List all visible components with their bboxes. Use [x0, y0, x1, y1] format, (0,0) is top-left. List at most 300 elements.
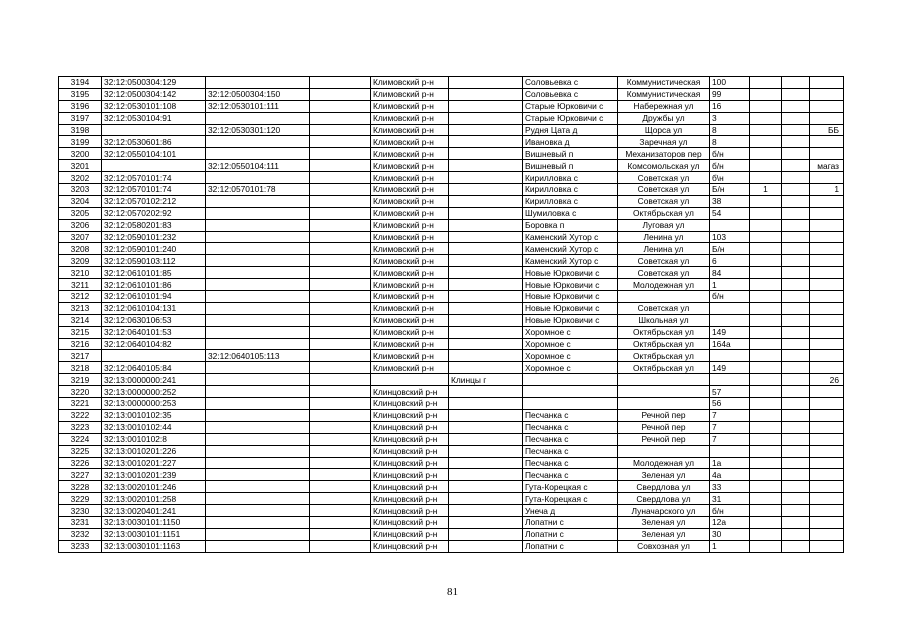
cell-note: [810, 231, 844, 243]
cell-settlement: Соловьевка с: [523, 77, 618, 89]
cell-blank-col: [310, 493, 371, 505]
cell-house-number: б/н: [710, 160, 750, 172]
cell-city: [449, 433, 523, 445]
cell-street: Луначарского ул: [618, 505, 710, 517]
cell-cadastral-number: 32:13:0010201:226: [102, 445, 206, 457]
cell-row-number: 3194: [59, 77, 102, 89]
table-row: [59, 207, 844, 219]
cell-row-number: 3206: [59, 219, 102, 231]
cell-city: [449, 457, 523, 469]
table-row: [59, 100, 844, 112]
cell-blank-col: [310, 338, 371, 350]
cell-district: Климовский р-н: [371, 243, 449, 255]
cell-extra-col-2: [782, 516, 810, 528]
cell-parent-cadastral-number: [206, 386, 310, 398]
cell-note: [810, 445, 844, 457]
cell-cadastral-number: [102, 160, 206, 172]
table-row: [59, 457, 844, 469]
cell-parent-cadastral-number: [206, 172, 310, 184]
cell-district: [371, 374, 449, 386]
cell-cadastral-number: 32:12:0570101:74: [102, 172, 206, 184]
cell-extra-col-1: [750, 445, 782, 457]
cell-parent-cadastral-number: [206, 255, 310, 267]
cell-blank-col: [310, 219, 371, 231]
cell-settlement: Рудня Цата д: [523, 124, 618, 136]
cell-cadastral-number: 32:12:0500304:142: [102, 88, 206, 100]
cell-city: [449, 338, 523, 350]
cell-row-number: 3196: [59, 100, 102, 112]
cell-settlement: Гута-Корецкая с: [523, 493, 618, 505]
table-row: [59, 362, 844, 374]
cell-parent-cadastral-number: 32:12:0530301:120: [206, 124, 310, 136]
cell-extra-col-1: [750, 136, 782, 148]
cell-city: [449, 481, 523, 493]
table-row: [59, 516, 844, 528]
cell-parent-cadastral-number: 32:12:0500304:150: [206, 88, 310, 100]
cell-parent-cadastral-number: 32:12:0640105:113: [206, 350, 310, 362]
cell-district: Климовский р-н: [371, 279, 449, 291]
cell-settlement: Кирилловка с: [523, 172, 618, 184]
cell-parent-cadastral-number: [206, 314, 310, 326]
cell-district: Климовский р-н: [371, 207, 449, 219]
cell-district: Климовский р-н: [371, 338, 449, 350]
cell-extra-col-2: [782, 148, 810, 160]
cell-house-number: 103: [710, 231, 750, 243]
cell-blank-col: [310, 160, 371, 172]
cell-extra-col-2: [782, 528, 810, 540]
cell-row-number: 3228: [59, 481, 102, 493]
cell-district: Климовский р-н: [371, 100, 449, 112]
cell-note: [810, 386, 844, 398]
cell-row-number: 3216: [59, 338, 102, 350]
cell-street: [618, 291, 710, 303]
cell-settlement: Лопатни с: [523, 540, 618, 552]
cell-house-number: 149: [710, 326, 750, 338]
cell-city: [449, 148, 523, 160]
cell-note: [810, 433, 844, 445]
cell-city: [449, 528, 523, 540]
cell-cadastral-number: 32:13:0000000:252: [102, 386, 206, 398]
table-row: [59, 148, 844, 160]
cell-note: [810, 255, 844, 267]
cell-settlement: Песчанка с: [523, 445, 618, 457]
cell-note: [810, 398, 844, 410]
cell-extra-col-1: [750, 481, 782, 493]
cell-extra-col-2: [782, 100, 810, 112]
cell-parent-cadastral-number: [206, 433, 310, 445]
cell-city: [449, 88, 523, 100]
cell-note: [810, 528, 844, 540]
cell-row-number: 3227: [59, 469, 102, 481]
cell-city: [449, 160, 523, 172]
cell-city: [449, 136, 523, 148]
cell-house-number: 164а: [710, 338, 750, 350]
table-row: [59, 255, 844, 267]
cell-house-number: 4а: [710, 469, 750, 481]
cell-parent-cadastral-number: [206, 219, 310, 231]
cell-extra-col-1: [750, 409, 782, 421]
cell-row-number: 3218: [59, 362, 102, 374]
table-row: [59, 398, 844, 410]
cell-extra-col-1: [750, 219, 782, 231]
cell-extra-col-1: [750, 421, 782, 433]
cell-row-number: 3204: [59, 195, 102, 207]
cell-blank-col: [310, 314, 371, 326]
cell-blank-col: [310, 409, 371, 421]
cell-extra-col-1: [750, 207, 782, 219]
cell-extra-col-1: [750, 88, 782, 100]
cell-row-number: 3209: [59, 255, 102, 267]
cell-settlement: [523, 374, 618, 386]
cell-extra-col-2: [782, 314, 810, 326]
cell-extra-col-1: [750, 493, 782, 505]
cell-blank-col: [310, 433, 371, 445]
cell-extra-col-2: [782, 172, 810, 184]
cell-district: Климовский р-н: [371, 267, 449, 279]
cell-extra-col-1: [750, 516, 782, 528]
cell-district: Клинцовский р-н: [371, 457, 449, 469]
cell-parent-cadastral-number: 32:12:0570101:78: [206, 184, 310, 196]
cell-row-number: 3217: [59, 350, 102, 362]
cell-cadastral-number: 32:12:0590103:112: [102, 255, 206, 267]
cell-street: Дружбы ул: [618, 112, 710, 124]
cell-city: [449, 421, 523, 433]
cell-house-number: 30: [710, 528, 750, 540]
cell-settlement: Хоромное с: [523, 326, 618, 338]
table-row: [59, 136, 844, 148]
cell-cadastral-number: 32:13:0030101:1151: [102, 528, 206, 540]
cell-row-number: 3203: [59, 184, 102, 196]
cell-row-number: 3208: [59, 243, 102, 255]
cell-street: Луговая ул: [618, 219, 710, 231]
cell-row-number: 3215: [59, 326, 102, 338]
cell-extra-col-1: 1: [750, 184, 782, 196]
cell-city: [449, 398, 523, 410]
cell-settlement: [523, 398, 618, 410]
cell-extra-col-1: [750, 362, 782, 374]
cell-cadastral-number: 32:12:0570101:74: [102, 184, 206, 196]
cell-cadastral-number: 32:13:0010102:35: [102, 409, 206, 421]
cell-street: [618, 386, 710, 398]
cell-parent-cadastral-number: [206, 516, 310, 528]
cell-extra-col-2: [782, 302, 810, 314]
cell-extra-col-2: [782, 279, 810, 291]
cell-cadastral-number: 32:12:0530601:86: [102, 136, 206, 148]
table-row: [59, 350, 844, 362]
cell-blank-col: [310, 374, 371, 386]
cell-city: [449, 516, 523, 528]
cell-city: [449, 231, 523, 243]
cell-blank-col: [310, 398, 371, 410]
cell-extra-col-2: [782, 421, 810, 433]
cell-settlement: Песчанка с: [523, 469, 618, 481]
cell-extra-col-2: [782, 445, 810, 457]
cell-parent-cadastral-number: [206, 148, 310, 160]
cell-city: [449, 291, 523, 303]
cell-settlement: Песчанка с: [523, 409, 618, 421]
page-number: 81: [447, 586, 458, 598]
cell-district: Климовский р-н: [371, 160, 449, 172]
cell-row-number: 3212: [59, 291, 102, 303]
cell-district: Климовский р-н: [371, 291, 449, 303]
cell-city: [449, 267, 523, 279]
cell-blank-col: [310, 148, 371, 160]
cell-note: [810, 457, 844, 469]
table-row: [59, 421, 844, 433]
cell-street: Совхозная ул: [618, 540, 710, 552]
cell-cadastral-number: 32:12:0570102:212: [102, 195, 206, 207]
cell-district: Клинцовский р-н: [371, 528, 449, 540]
cell-house-number: 1: [710, 540, 750, 552]
cell-settlement: Новые Юрковичи с: [523, 302, 618, 314]
cell-settlement: [523, 386, 618, 398]
cell-parent-cadastral-number: [206, 374, 310, 386]
cell-city: [449, 540, 523, 552]
cell-city: [449, 207, 523, 219]
cell-blank-col: [310, 172, 371, 184]
cell-cadastral-number: 32:12:0530101:108: [102, 100, 206, 112]
cell-settlement: Вишневый п: [523, 148, 618, 160]
cell-extra-col-1: [750, 457, 782, 469]
cell-city: [449, 445, 523, 457]
cell-house-number: 54: [710, 207, 750, 219]
cell-extra-col-1: [750, 398, 782, 410]
cell-row-number: 3232: [59, 528, 102, 540]
cell-row-number: 3220: [59, 386, 102, 398]
cell-row-number: 3233: [59, 540, 102, 552]
cell-cadastral-number: 32:12:0550104:101: [102, 148, 206, 160]
table-row: [59, 77, 844, 89]
cell-district: Климовский р-н: [371, 231, 449, 243]
cell-settlement: Каменский Хутор с: [523, 243, 618, 255]
cell-note: [810, 469, 844, 481]
table-body: [59, 77, 844, 553]
cell-blank-col: [310, 184, 371, 196]
cell-house-number: 7: [710, 409, 750, 421]
cell-parent-cadastral-number: [206, 528, 310, 540]
cell-house-number: 149: [710, 362, 750, 374]
cell-blank-col: [310, 88, 371, 100]
cell-note: [810, 362, 844, 374]
cell-parent-cadastral-number: [206, 243, 310, 255]
cell-row-number: 3207: [59, 231, 102, 243]
cell-parent-cadastral-number: 32:12:0550104:111: [206, 160, 310, 172]
cell-extra-col-1: [750, 255, 782, 267]
cell-row-number: 3205: [59, 207, 102, 219]
cell-cadastral-number: 32:13:0020101:246: [102, 481, 206, 493]
cell-parent-cadastral-number: [206, 493, 310, 505]
cell-note: [810, 219, 844, 231]
cell-extra-col-2: [782, 184, 810, 196]
cell-cadastral-number: 32:12:0640105:84: [102, 362, 206, 374]
cell-street: Механизаторов пер: [618, 148, 710, 160]
cell-settlement: Лопатни с: [523, 516, 618, 528]
cell-note: [810, 302, 844, 314]
cell-settlement: Новые Юрковичи с: [523, 279, 618, 291]
cell-blank-col: [310, 481, 371, 493]
cell-extra-col-1: [750, 267, 782, 279]
cell-house-number: 16: [710, 100, 750, 112]
cell-blank-col: [310, 469, 371, 481]
cell-cadastral-number: 32:13:0010201:239: [102, 469, 206, 481]
cell-house-number: [710, 374, 750, 386]
cell-city: [449, 409, 523, 421]
cell-parent-cadastral-number: [206, 112, 310, 124]
cell-extra-col-2: [782, 433, 810, 445]
cell-city: [449, 243, 523, 255]
cell-cadastral-number: 32:12:0530104:91: [102, 112, 206, 124]
cell-extra-col-1: [750, 528, 782, 540]
cell-street: Свердлова ул: [618, 493, 710, 505]
cell-district: Климовский р-н: [371, 302, 449, 314]
cell-blank-col: [310, 279, 371, 291]
cell-note: [810, 516, 844, 528]
cell-row-number: 3223: [59, 421, 102, 433]
cell-cadastral-number: 32:13:0010201:227: [102, 457, 206, 469]
cell-extra-col-1: [750, 279, 782, 291]
cell-house-number: [710, 219, 750, 231]
cell-row-number: 3219: [59, 374, 102, 386]
cell-district: Климовский р-н: [371, 112, 449, 124]
cell-street: [618, 374, 710, 386]
cell-row-number: 3197: [59, 112, 102, 124]
cell-extra-col-1: [750, 112, 782, 124]
cell-cadastral-number: 32:12:0580201:83: [102, 219, 206, 231]
cell-city: [449, 350, 523, 362]
table-row: [59, 445, 844, 457]
cell-extra-col-2: [782, 386, 810, 398]
table-row: [59, 112, 844, 124]
cell-street: Речной пер: [618, 409, 710, 421]
cell-extra-col-2: [782, 112, 810, 124]
cell-note: [810, 493, 844, 505]
cell-row-number: 3214: [59, 314, 102, 326]
cell-settlement: Соловьевка с: [523, 88, 618, 100]
cell-extra-col-2: [782, 291, 810, 303]
cell-city: [449, 386, 523, 398]
cell-settlement: Хоромное с: [523, 350, 618, 362]
cell-street: Молодежная ул: [618, 279, 710, 291]
cell-extra-col-1: [750, 195, 782, 207]
table-row: [59, 124, 844, 136]
cell-house-number: б/н: [710, 505, 750, 517]
cell-extra-col-2: [782, 195, 810, 207]
cell-parent-cadastral-number: [206, 481, 310, 493]
cell-row-number: 3195: [59, 88, 102, 100]
cell-parent-cadastral-number: [206, 207, 310, 219]
cell-settlement: Вишневый п: [523, 160, 618, 172]
cell-cadastral-number: 32:13:0000000:241: [102, 374, 206, 386]
cell-house-number: 100: [710, 77, 750, 89]
cell-parent-cadastral-number: [206, 469, 310, 481]
cell-city: [449, 493, 523, 505]
cell-row-number: 3213: [59, 302, 102, 314]
cell-district: Климовский р-н: [371, 172, 449, 184]
cell-district: Климовский р-н: [371, 219, 449, 231]
cell-blank-col: [310, 362, 371, 374]
cell-extra-col-2: [782, 207, 810, 219]
cell-district: Клинцовский р-н: [371, 540, 449, 552]
cell-city: [449, 172, 523, 184]
cell-house-number: 3: [710, 112, 750, 124]
cell-house-number: Б/н: [710, 184, 750, 196]
table-row: [59, 469, 844, 481]
cell-city: [449, 279, 523, 291]
cell-city: [449, 100, 523, 112]
cell-note: [810, 136, 844, 148]
cell-blank-col: [310, 505, 371, 517]
cell-city: [449, 219, 523, 231]
cell-street: Зеленая ул: [618, 528, 710, 540]
cell-cadastral-number: 32:13:0030101:1163: [102, 540, 206, 552]
cell-district: Клинцовский р-н: [371, 493, 449, 505]
cell-blank-col: [310, 528, 371, 540]
cell-extra-col-1: [750, 350, 782, 362]
cell-settlement: Гута-Корецкая с: [523, 481, 618, 493]
cell-extra-col-1: [750, 100, 782, 112]
cell-house-number: 99: [710, 88, 750, 100]
cell-district: Клинцовский р-н: [371, 433, 449, 445]
cell-note: [810, 291, 844, 303]
cell-district: Климовский р-н: [371, 314, 449, 326]
cell-parent-cadastral-number: [206, 136, 310, 148]
cell-house-number: б\н: [710, 172, 750, 184]
cell-extra-col-2: [782, 493, 810, 505]
cell-street: Заречная ул: [618, 136, 710, 148]
cell-house-number: 38: [710, 195, 750, 207]
table-row: [59, 160, 844, 172]
cell-city: [449, 302, 523, 314]
cell-parent-cadastral-number: [206, 505, 310, 517]
cell-row-number: 3224: [59, 433, 102, 445]
cell-note: [810, 88, 844, 100]
cell-city: [449, 505, 523, 517]
table-row: [59, 88, 844, 100]
cell-street: Ленина ул: [618, 231, 710, 243]
cell-district: Клинцовский р-н: [371, 516, 449, 528]
cell-parent-cadastral-number: [206, 279, 310, 291]
cell-cadastral-number: 32:12:0630106:53: [102, 314, 206, 326]
cell-house-number: 7: [710, 433, 750, 445]
cell-city: Клинцы г: [449, 374, 523, 386]
cell-street: Зеленая ул: [618, 469, 710, 481]
cell-note: [810, 505, 844, 517]
cell-cadastral-number: 32:12:0610101:86: [102, 279, 206, 291]
cell-district: Климовский р-н: [371, 136, 449, 148]
cell-extra-col-2: [782, 160, 810, 172]
cell-extra-col-1: [750, 338, 782, 350]
cell-row-number: 3210: [59, 267, 102, 279]
cell-settlement: Каменский Хутор с: [523, 255, 618, 267]
cell-note: [810, 267, 844, 279]
cell-extra-col-1: [750, 505, 782, 517]
cell-city: [449, 255, 523, 267]
cell-settlement: Старые Юрковичи с: [523, 112, 618, 124]
cell-district: Клинцовский р-н: [371, 386, 449, 398]
table-row: [59, 505, 844, 517]
cell-settlement: Кирилловка с: [523, 195, 618, 207]
table-row: [59, 409, 844, 421]
cell-street: Речной пер: [618, 421, 710, 433]
cell-row-number: 3198: [59, 124, 102, 136]
cell-street: Коммунистическая: [618, 88, 710, 100]
cell-blank-col: [310, 267, 371, 279]
cell-note: [810, 481, 844, 493]
cell-row-number: 3222: [59, 409, 102, 421]
cell-cadastral-number: 32:12:0640101:53: [102, 326, 206, 338]
cell-street: Октябрьская ул: [618, 326, 710, 338]
cell-district: Клинцовский р-н: [371, 409, 449, 421]
